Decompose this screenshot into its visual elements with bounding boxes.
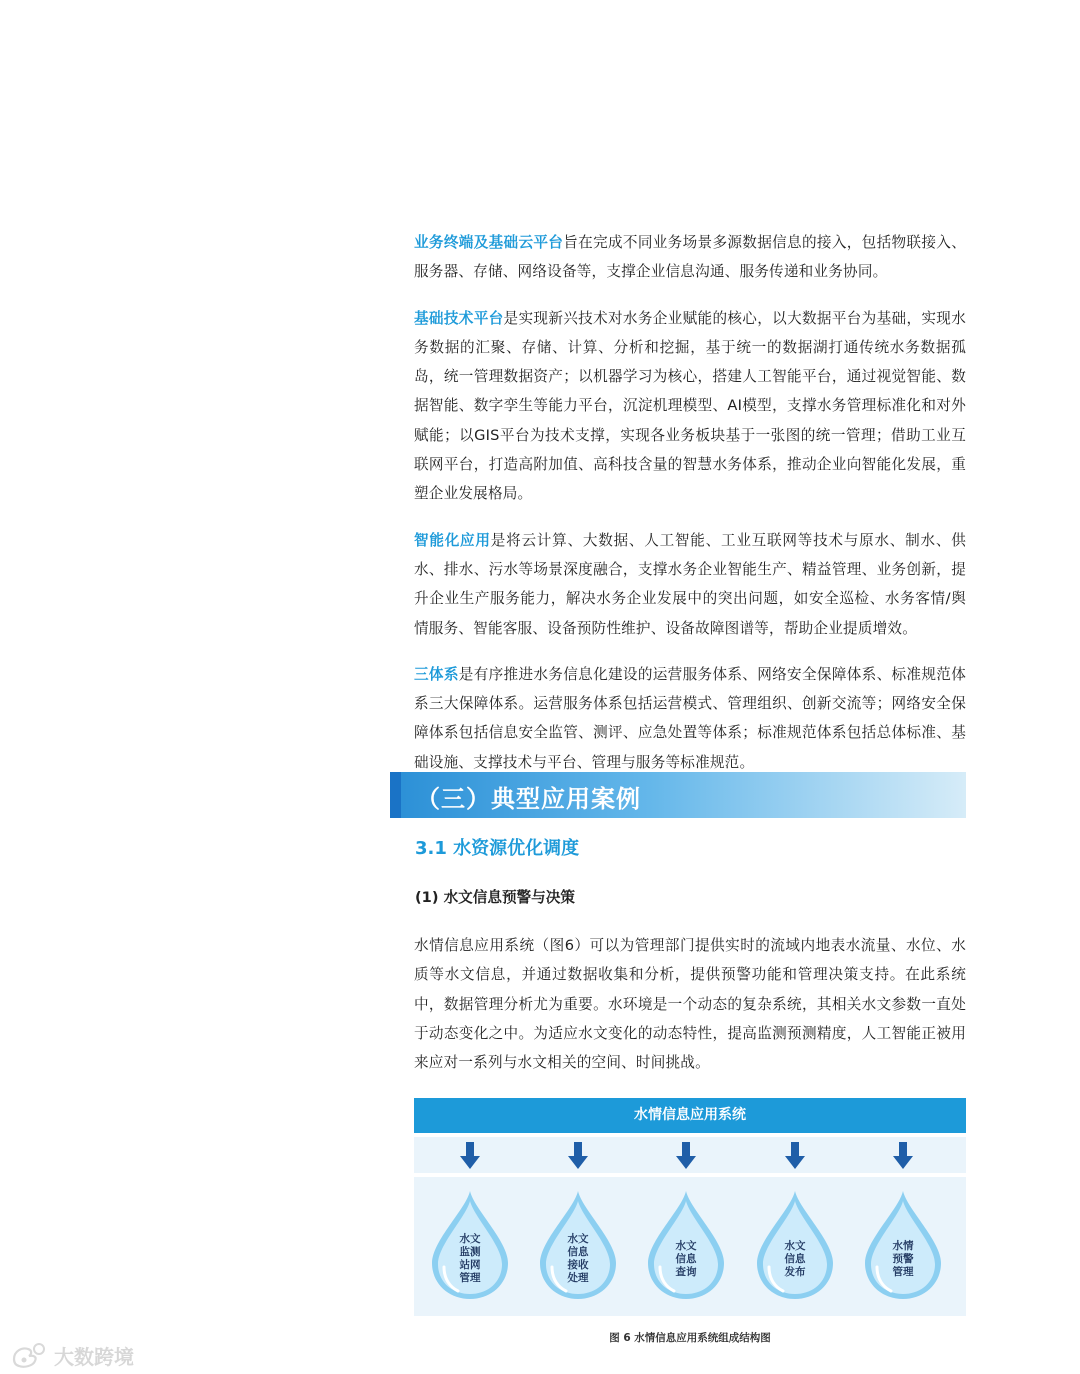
paragraph-term: 基础技术平台: [414, 309, 504, 327]
section-bar-accent: [390, 772, 401, 818]
diagram-banner: 水情信息应用系统: [414, 1098, 966, 1133]
watermark-text: 大数跨境: [54, 1344, 134, 1369]
drop-label-line: 水情: [892, 1239, 914, 1252]
drop-label-line: 水文: [675, 1239, 697, 1252]
paragraph: [414, 526, 966, 643]
drop-label: [873, 1240, 933, 1279]
section-title: （三）典型应用案例: [416, 785, 641, 813]
down-arrow-icon: [675, 1142, 697, 1170]
subsubsection-title: (1) 水文信息预警与决策: [415, 889, 575, 906]
drop-label-line: 水文: [567, 1233, 589, 1245]
main-content: [414, 228, 966, 794]
drop-label-line: 发布: [784, 1265, 806, 1278]
paragraph-term: 业务终端及基础云平台: [414, 234, 564, 251]
drop-label-line: 信息: [675, 1252, 697, 1265]
paragraph-term: 三体系: [414, 665, 459, 683]
paragraph: [414, 660, 966, 777]
section-heading-bar: [390, 772, 966, 818]
paragraph-text: 是将云计算、大数据、人工智能、工业互联网等技术与原水、制水、供水、排水、污水等场景深度融合，支撑水务企业智能生产、精益管理、业务创新，提升企业生产服务能力，解决水务企业发展中的突出问题，如安全巡检、水务客情/舆情服务、智能客服、设备预防性维护、设备故障图谱等，帮助企业提质增效。: [414, 531, 966, 637]
drop-label-line: 水文: [784, 1239, 806, 1252]
watermark: [10, 1340, 134, 1370]
drop-label-line: 预警: [892, 1252, 914, 1265]
drop-label-line: 站网: [459, 1259, 481, 1271]
down-arrow-icon: [784, 1142, 806, 1170]
drop-label-line: 接收: [567, 1259, 589, 1271]
drop-label: [656, 1240, 716, 1279]
subsection-title: 3.1 水资源优化调度: [415, 838, 580, 859]
down-arrow-icon: [459, 1142, 481, 1170]
drop-label-line: 管理: [459, 1272, 481, 1284]
drop-label-line: 信息: [567, 1246, 589, 1258]
drop-label-line: 查询: [675, 1265, 697, 1278]
drop-label-line: 处理: [567, 1272, 589, 1284]
drop-label: [440, 1233, 500, 1285]
down-arrow-icon: [892, 1142, 914, 1170]
paragraph: [414, 228, 966, 287]
paragraph-text: 旨在完成不同业务场景多源数据信息的接入，包括物联接入、服务器、存储、网络设备等，支撑企业信息沟通、服务传递和业务协同。: [414, 234, 966, 281]
down-arrow-icon: [567, 1142, 589, 1170]
paragraph-term: 智能化应用: [414, 531, 491, 549]
body-paragraph: 水情信息应用系统（图6）可以为管理部门提供实时的流域内地表水流量、水位、水质等水文信息，并通过数据收集和分析，提供预警功能和管理决策支持。在此系统中，数据管理分析尤为重要。水环境是一个动态的复杂系统，其相关水文参数一直处于动态变化之中。为适应水文变化的动态特性，提高监测预测精度，人工智能正被用来应对一系列与水文相关的空间、时间挑战。: [414, 937, 966, 1072]
paragraph: [414, 304, 966, 509]
drop-label: [548, 1233, 608, 1285]
system-structure-diagram: [414, 1098, 966, 1316]
weibo-style-logo-icon: [10, 1341, 48, 1369]
drop-label-line: 信息: [784, 1252, 806, 1265]
paragraph-text: 是实现新兴技术对水务企业赋能的核心，以大数据平台为基础，实现水务数据的汇聚、存储、计算、分析和挖掘，基于统一的数据湖打通传统水务数据孤岛，统一管理数据资产；以机器学习为核心，搭建人工智能平台，通过视觉智能、数据智能、数字孪生等能力平台，沉淀机理模型、AI模型，支撑水务管理标准化和对外赋能；以GIS平台为技术支撑，实现各业务板块基于一张图的统一管理；借助工业互联网平台，打造高附加值、高科技含量的智慧水务体系，推动企业向智能化发展，重塑企业发展格局。: [414, 309, 967, 503]
figure-caption: 图 6 水情信息应用系统组成结构图: [609, 1332, 771, 1344]
drop-label-line: 水文: [459, 1233, 481, 1245]
paragraph-text: 是有序推进水务信息化建设的运营服务体系、网络安全保障体系、标准规范体系三大保障体系。运营服务体系包括运营模式、管理组织、创新交流等；网络安全保障体系包括信息安全监管、测评、应急处置等体系；标准规范体系包括总体标准、基础设施、支撑技术与平台、管理与服务等标准规范。: [414, 665, 966, 771]
drop-label-line: 监测: [459, 1246, 481, 1258]
drop-label-line: 管理: [892, 1265, 914, 1278]
drop-label: [765, 1240, 825, 1279]
